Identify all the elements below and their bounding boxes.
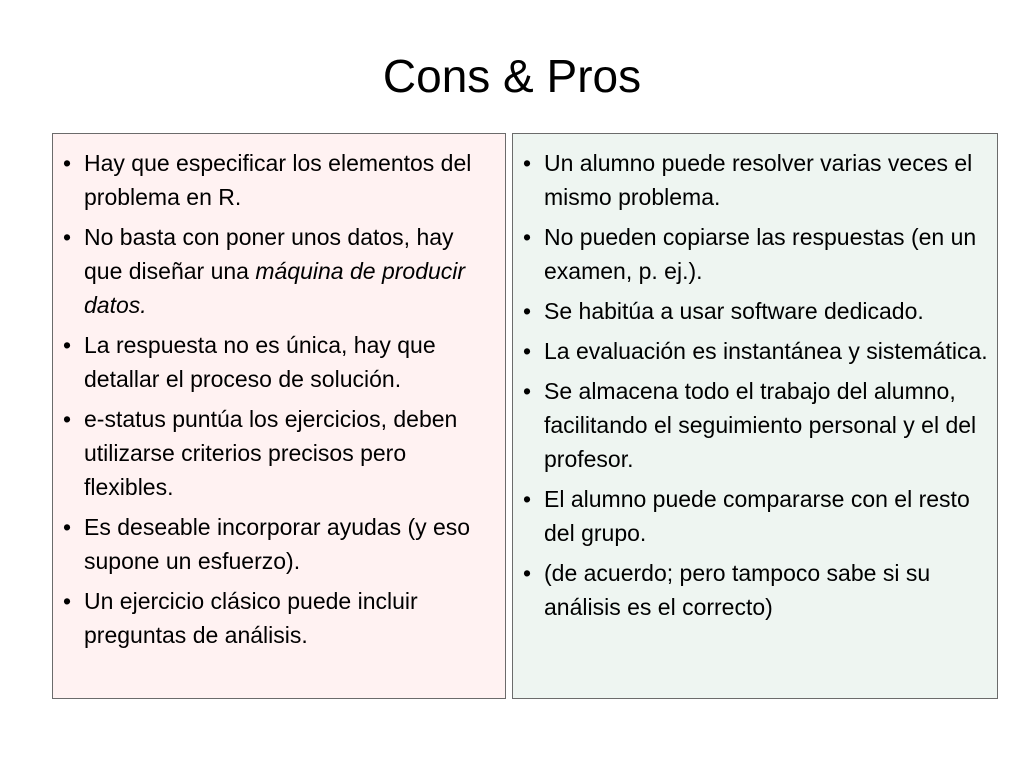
pros-list <box>523 146 989 624</box>
bullet-icon: • <box>63 224 72 250</box>
pros-item-text: No pueden copiarse las respuestas (en un examen, p. ej.). <box>544 224 977 284</box>
bullet-icon: • <box>523 560 532 586</box>
bullet-icon: • <box>63 150 72 176</box>
cons-box <box>52 133 506 699</box>
pros-item-text: Se almacena todo el trabajo del alumno, facilitando el seguimiento personal y el del profesor. <box>544 378 977 472</box>
bullet-icon: • <box>63 332 72 358</box>
bullet-icon: • <box>523 150 532 176</box>
pros-item <box>523 374 989 476</box>
bullet-icon: • <box>63 406 72 432</box>
cons-item <box>63 510 497 578</box>
bullet-icon: • <box>63 588 72 614</box>
pros-item-text: Se habitúa a usar software dedicado. <box>544 298 924 324</box>
cons-item-text: La respuesta no es única, hay que detallar el proceso de solución. <box>84 332 436 392</box>
cons-item-text: Un ejercicio clásico puede incluir preguntas de análisis. <box>84 588 418 648</box>
pros-item-text: (de acuerdo; pero tampoco sabe si su análisis es el correcto) <box>544 560 931 620</box>
cons-item <box>63 328 497 396</box>
pros-box <box>512 133 998 699</box>
bullet-icon: • <box>523 224 532 250</box>
slide-title: Cons & Pros <box>382 50 642 102</box>
cons-item <box>63 146 497 214</box>
cons-list <box>63 146 497 652</box>
pros-item <box>523 556 989 624</box>
pros-item-text: El alumno puede compararse con el resto del grupo. <box>544 486 970 546</box>
cons-item-text: Es deseable incorporar ayudas (y eso supone un esfuerzo). <box>84 514 471 574</box>
cons-item-text: No basta con poner unos datos, hay que diseñar una <box>84 224 454 284</box>
pros-item <box>523 482 989 550</box>
bullet-icon: • <box>523 378 532 404</box>
pros-item <box>523 294 989 328</box>
bullet-icon: • <box>523 486 532 512</box>
bullet-icon: • <box>523 298 532 324</box>
cons-item-text: e-status puntúa los ejercicios, deben utilizarse criterios precisos pero flexibles. <box>84 406 458 500</box>
cons-item-emphasis: máquina de producir datos. <box>84 258 466 318</box>
pros-item <box>523 334 989 368</box>
bullet-icon: • <box>63 514 72 540</box>
pros-item-text: Un alumno puede resolver varias veces el mismo problema. <box>544 150 973 210</box>
pros-item <box>523 146 989 214</box>
cons-item <box>63 220 497 322</box>
pros-item <box>523 220 989 288</box>
pros-item-text: La evaluación es instantánea y sistemática. <box>544 338 988 364</box>
bullet-icon: • <box>523 338 532 364</box>
cons-item-text: Hay que especificar los elementos del problema en R. <box>84 150 472 210</box>
cons-item <box>63 402 497 504</box>
cons-item <box>63 584 497 652</box>
